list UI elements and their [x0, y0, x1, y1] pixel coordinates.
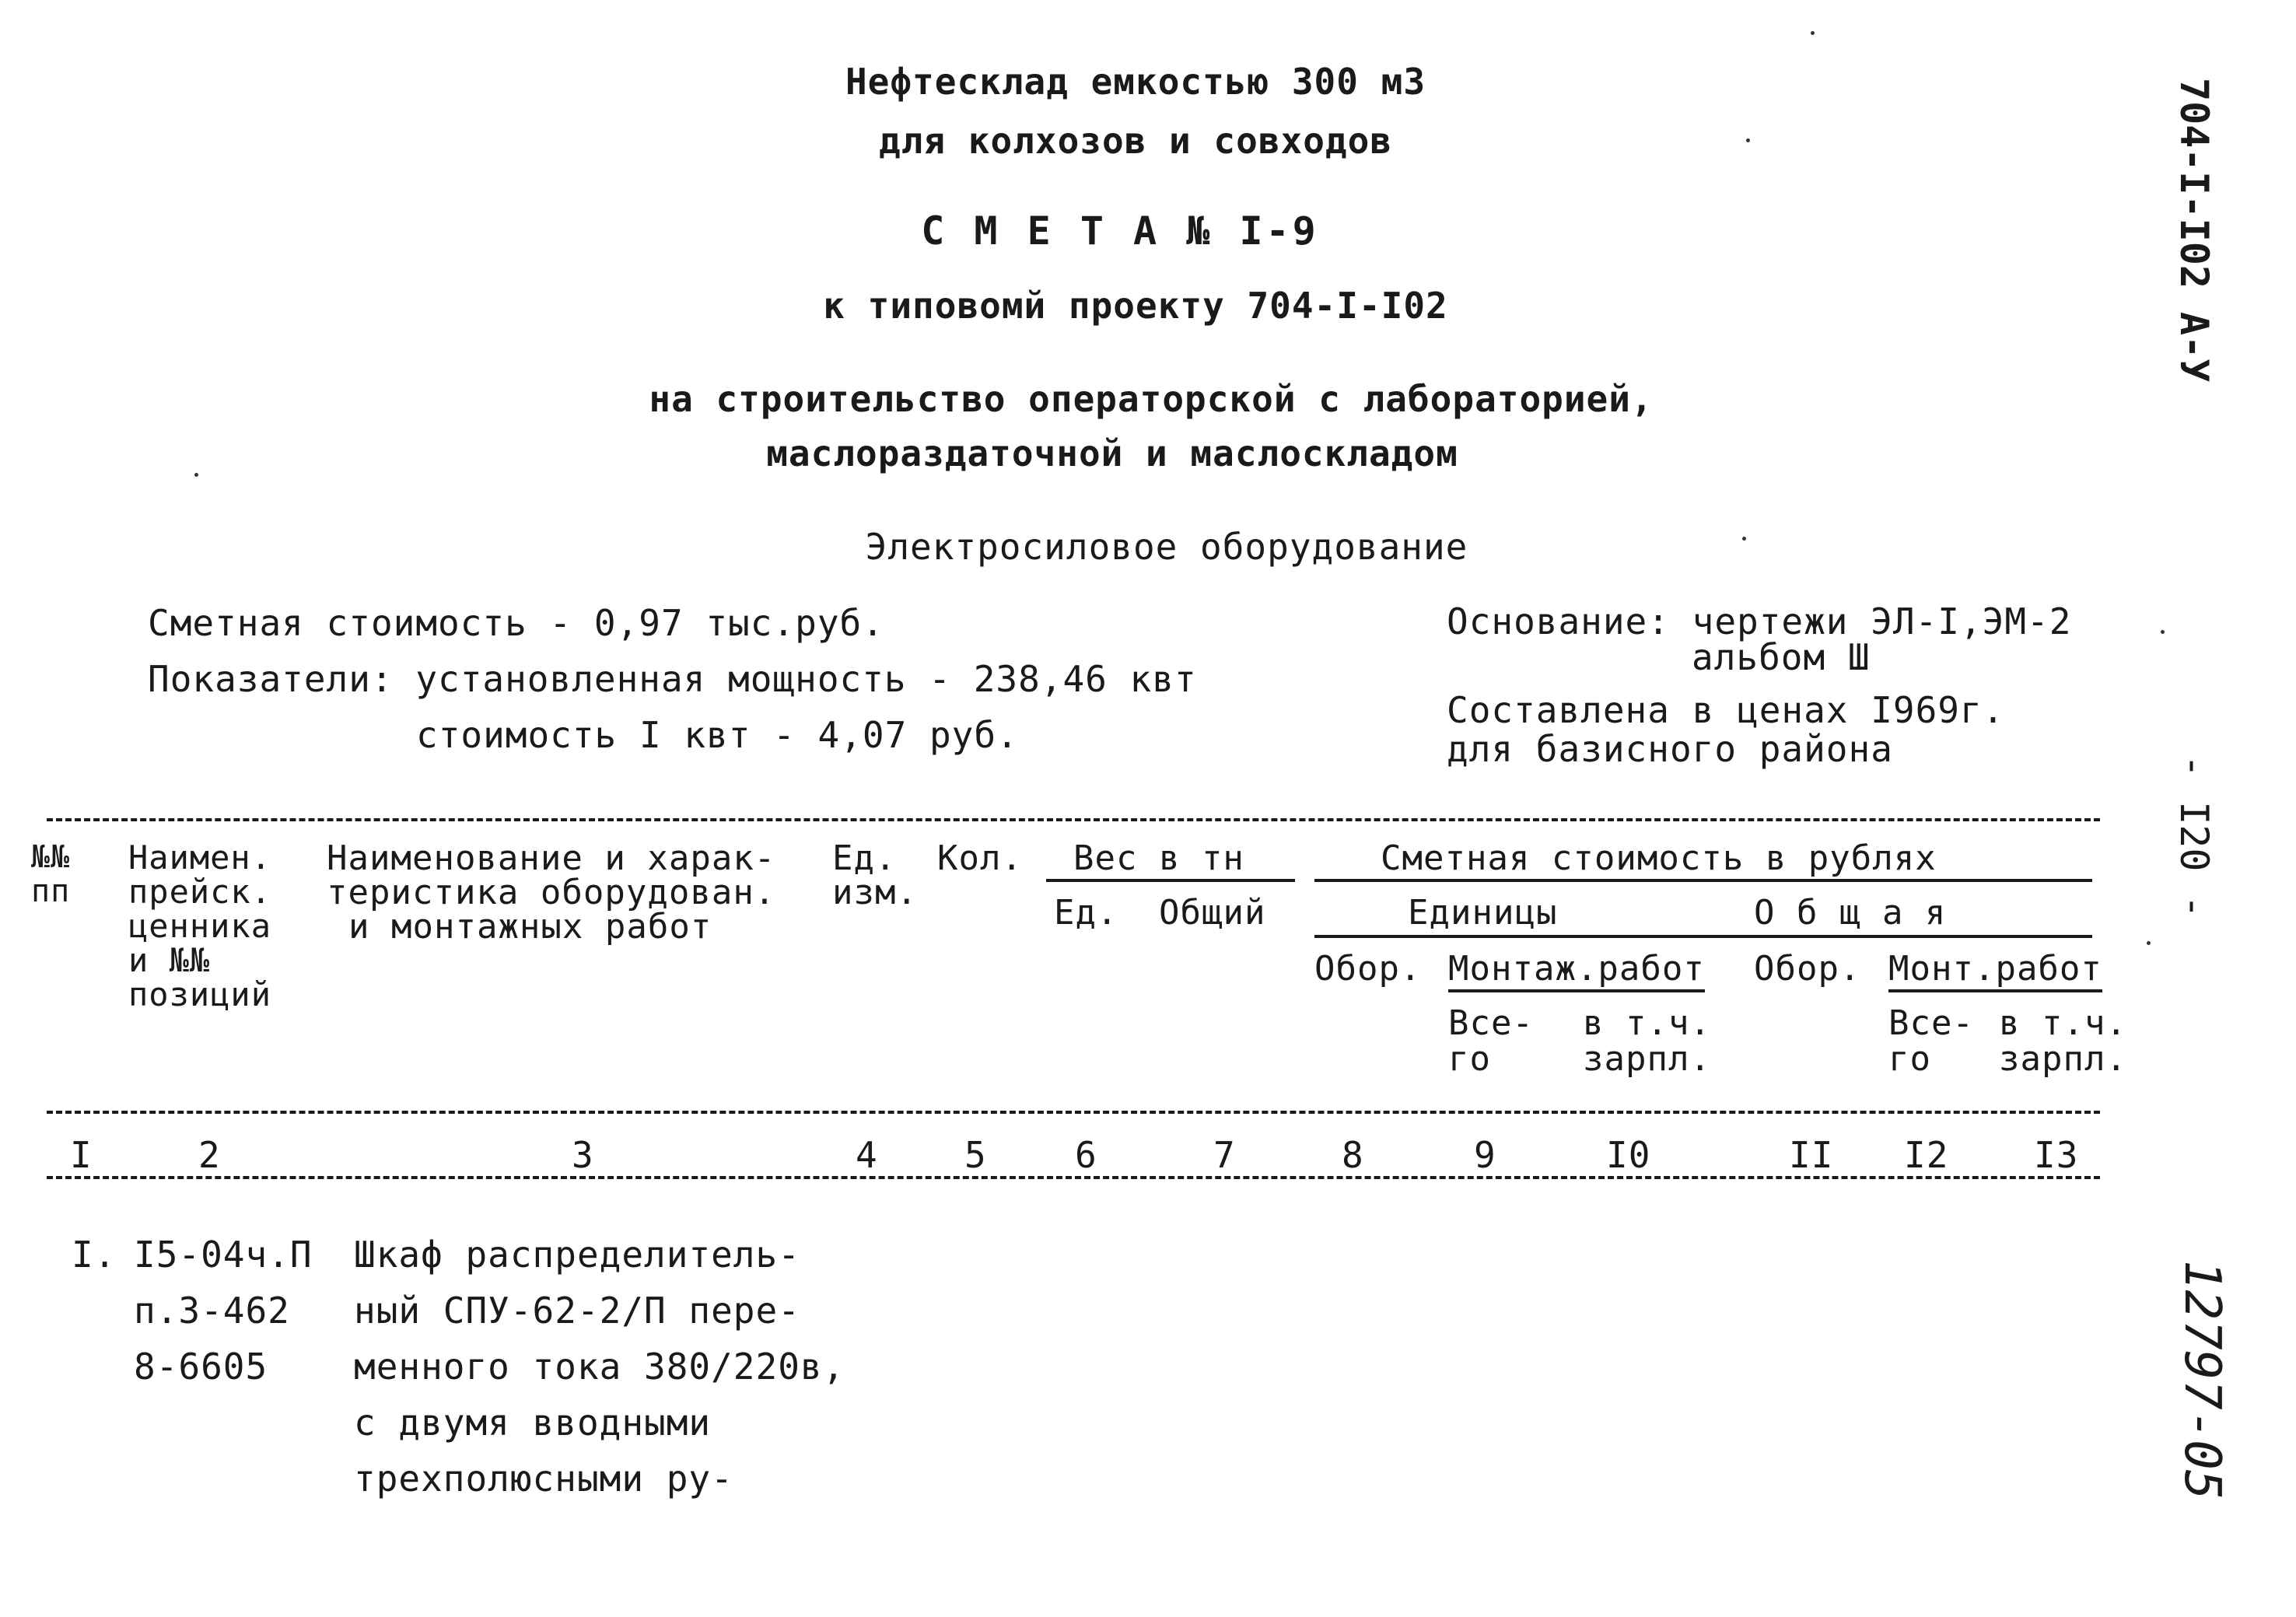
prices-line2: для базисного района	[1447, 728, 1893, 770]
cost-subgroup-rule	[1314, 935, 2092, 938]
purpose-line1: на строительство операторской с лабораторией,	[649, 378, 1654, 420]
header-num-1: №№	[31, 839, 71, 875]
col-number-2: 2	[198, 1134, 221, 1176]
project-reference: к типовомй проекту 704-I-I02	[823, 285, 1448, 327]
col-number-12: I2	[1904, 1134, 1949, 1176]
header-mount-1: Монтаж.работ	[1448, 952, 1705, 992]
col-number-10: I0	[1606, 1134, 1651, 1176]
col-number-5: 5	[964, 1134, 987, 1176]
basis-line1: Основание: чертежи ЭЛ-I,ЭМ-2	[1447, 600, 2072, 642]
row-desc-1: Шкаф распределитель-	[354, 1234, 800, 1276]
section-title: Электросиловое оборудование	[865, 526, 1468, 568]
header-name-3: и монтажных работ	[348, 907, 712, 947]
col-numbers-rule	[47, 1176, 2100, 1179]
scan-speck	[1811, 31, 1815, 35]
row-ref-1: I5-04ч.П	[134, 1234, 313, 1276]
weight-rule	[1046, 879, 1295, 882]
header-num-2: пп	[31, 873, 71, 909]
scan-speck	[2161, 630, 2165, 634]
header-equip-2: Обор.	[1754, 949, 1861, 989]
table-header-bottom-rule	[47, 1111, 2100, 1114]
col-number-1: I	[70, 1134, 93, 1176]
header-weight-total: Общий	[1159, 893, 1266, 933]
purpose-line2: маслораздаточной и маслоскладом	[766, 432, 1458, 474]
header-all-2b: го	[1888, 1039, 1931, 1079]
header-cost: Сметная стоимость в рублях	[1381, 838, 1937, 878]
header-name-2: теристика оборудован.	[327, 873, 776, 912]
row-desc-2: ный СПУ-62-2/П пере-	[354, 1290, 800, 1332]
col-number-3: 3	[572, 1134, 594, 1176]
header-price-4: и №№	[128, 941, 211, 979]
header-equip-1: Обор.	[1314, 949, 1422, 989]
header-name-1: Наименование и харак-	[327, 838, 776, 878]
col-number-13: I3	[2034, 1134, 2079, 1176]
header-unit-2: изм.	[832, 873, 918, 912]
margin-handwritten-number: 12797-05	[2173, 1260, 2231, 1500]
header-mount-2: Монт.работ	[1888, 952, 2102, 992]
row-ref-3: 8-6605	[134, 1346, 268, 1388]
scan-speck	[194, 473, 198, 477]
prices-line1: Составлена в ценах I969г.	[1447, 689, 2005, 731]
document-title: С М Е Т А № I-9	[921, 208, 1319, 254]
header-price-5: позиций	[128, 975, 272, 1013]
header-unit-1: Ед.	[832, 838, 897, 878]
row-number: I.	[72, 1234, 117, 1276]
table-top-rule	[47, 818, 2100, 821]
unit-cost: стоимость I квт - 4,07 руб.	[416, 714, 1019, 756]
header-weight-unit: Ед.	[1054, 893, 1118, 933]
row-desc-4: с двумя вводными	[354, 1402, 712, 1444]
margin-page: - I20 -	[2172, 754, 2217, 919]
header-total-group: О б щ а я	[1754, 893, 1947, 933]
header-unit-group: Единицы	[1408, 893, 1558, 933]
header-wage-1a: в т.ч.	[1583, 1003, 1711, 1043]
estimated-cost: Сметная стоимость - 0,97 тыс.руб.	[148, 602, 884, 644]
col-number-8: 8	[1342, 1134, 1364, 1176]
col-number-11: II	[1789, 1134, 1834, 1176]
scan-speck	[1742, 537, 1746, 541]
header-wage-2b: зарпл.	[1999, 1039, 2127, 1079]
indicators: Показатели: установленная мощность - 238,46 квт	[148, 658, 1197, 700]
header-weight: Вес в тн	[1073, 838, 1244, 878]
header-all-1a: Все-	[1448, 1003, 1534, 1043]
header-price-2: прейск.	[128, 873, 272, 911]
header-wage-1b: зарпл.	[1583, 1039, 1711, 1079]
header-price-1: Наимен.	[128, 838, 272, 877]
header-quantity: Кол.	[937, 838, 1023, 878]
basis-line2: альбом Ш	[1692, 636, 1871, 678]
row-ref-2: п.3-462	[134, 1290, 290, 1332]
col-number-9: 9	[1474, 1134, 1496, 1176]
col-number-6: 6	[1075, 1134, 1097, 1176]
cost-rule	[1314, 879, 2092, 882]
col-number-4: 4	[856, 1134, 878, 1176]
header-all-2a: Все-	[1888, 1003, 1974, 1043]
header-line2: для колхозов и совходов	[879, 120, 1392, 162]
header-line1: Нефтесклад емкостью 300 м3	[845, 61, 1426, 103]
header-price-3: ценника	[128, 907, 272, 945]
scan-speck	[1746, 138, 1750, 142]
margin-code: 704-I-I02 А-У	[2172, 78, 2217, 383]
row-desc-5: трехполюсными ру-	[354, 1458, 733, 1500]
header-all-1b: го	[1448, 1039, 1491, 1079]
col-number-7: 7	[1213, 1134, 1236, 1176]
scan-speck	[2147, 941, 2151, 945]
row-desc-3: менного тока 380/220в,	[354, 1346, 845, 1388]
header-wage-2a: в т.ч.	[1999, 1003, 2127, 1043]
